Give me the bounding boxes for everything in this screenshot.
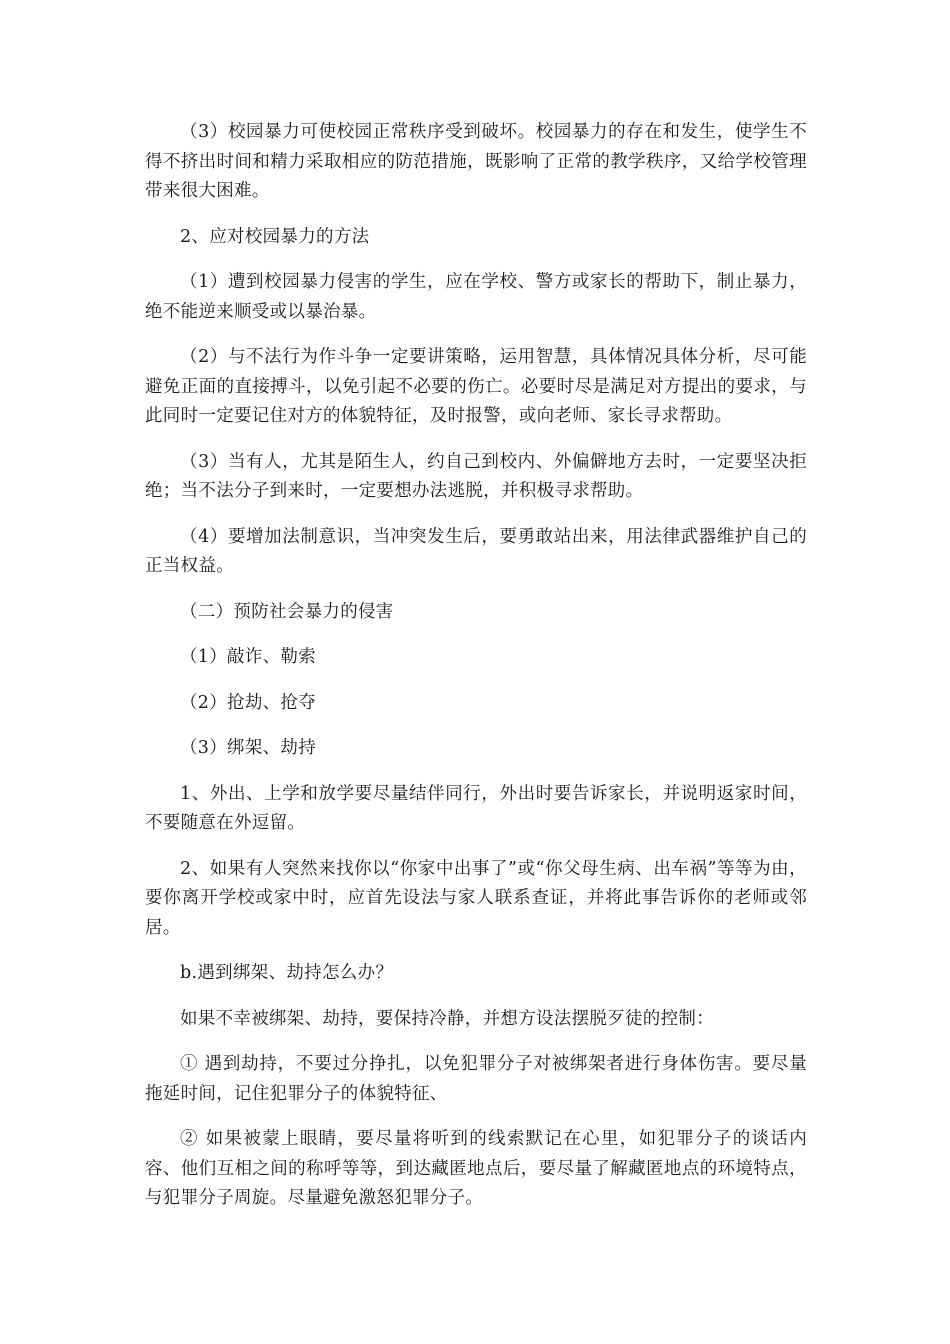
paragraph-do-not-struggle: ① 遇到劫持，不要过分挣扎，以免犯罪分子对被绑架者进行身体伤害。要尽量拖延时间，记住犯罪分子的体貌特征、 bbox=[145, 1054, 807, 1104]
heading-kidnapping-response: b.遇到绑架、劫持怎么办？ bbox=[180, 963, 394, 983]
list-item-robbery: （2）抢劫、抢夺 bbox=[180, 692, 317, 713]
paragraph-stay-calm: 如果不幸被绑架、劫持，要保持冷静，并想方设法摆脱歹徒的控制： bbox=[180, 1008, 714, 1029]
paragraph-remember-clues: ② 如果被蒙上眼睛，要尽量将听到的线索默记在心里，如犯罪分子的谈话内容、他们互相之间的称呼等等，到达藏匿地点后，要尽量了解藏匿地点的环境特点，与犯罪分子周旋。尽量避免激怒犯罪分子。 bbox=[145, 1129, 807, 1208]
heading-social-violence: （二）预防社会暴力的侵害 bbox=[180, 601, 394, 622]
paragraph-stop-violence: （1）遭到校园暴力侵害的学生，应在学校、警方或家长的帮助下，制止暴力，绝不能逆来顺受或以暴治暴。 bbox=[145, 272, 807, 322]
paragraph-use-strategy: （2）与不法行为作斗争一定要讲策略，运用智慧，具体情况具体分析，尽可能避免正面的直接搏斗，以免引起不必要的伤亡。必要时尽是满足对方提出的要求，与此同时一定要记住对方的体貌特征，及时报警，或向老师、家长寻求帮助。 bbox=[145, 347, 807, 426]
document-body bbox=[145, 118, 807, 1230]
paragraph-refuse-strangers: （3）当有人，尤其是陌生人，约自己到校内、外偏僻地方去时，一定要坚决拒绝；当不法分子到来时，一定要想办法逃脱，并积极寻求帮助。 bbox=[145, 451, 807, 501]
heading-coping-methods: 2、应对校园暴力的方法 bbox=[180, 226, 370, 247]
paragraph-travel-together: 1、外出、上学和放学要尽量结伴同行，外出时要告诉家长，并说明返家时间，不要随意在外逗留。 bbox=[145, 783, 807, 833]
paragraph-school-order-damage: （3）校园暴力可使校园正常秩序受到破坏。校园暴力的存在和发生，使学生不得不挤出时间和精力采取相应的防范措施，既影响了正常的教学秩序，又给学校管理带来很大困难。 bbox=[145, 122, 807, 201]
list-item-extortion: （1）敲诈、勒索 bbox=[180, 647, 317, 667]
paragraph-verify-stranger-claims: 2、如果有人突然来找你以“你家中出事了”或“你父母生病、出车祸”等等为由，要你离开学校或家中时，应首先设法与家人联系查证，并将此事告诉你的老师或邻居。 bbox=[145, 858, 807, 938]
list-item-kidnapping: （3）绑架、劫持 bbox=[180, 738, 317, 758]
paragraph-legal-awareness: （4）要增加法制意识，当冲突发生后，要勇敢站出来，用法律武器维护自己的正当权益。 bbox=[145, 526, 807, 576]
